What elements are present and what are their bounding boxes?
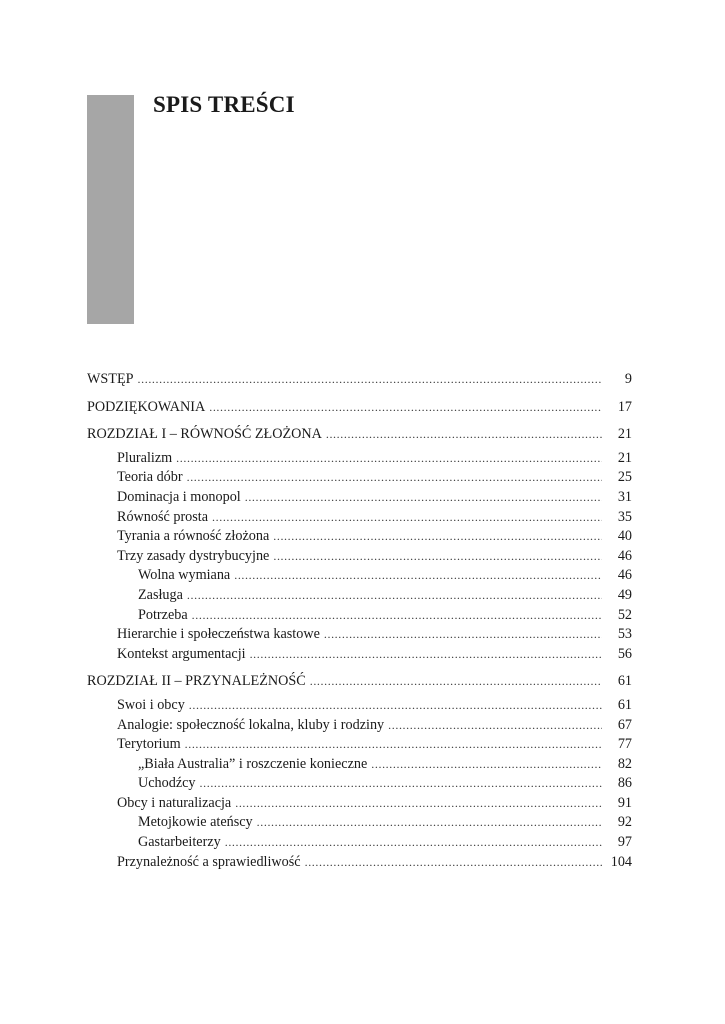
toc-entry-label: Terytorium [117,736,181,753]
toc-dot-leader [273,527,602,547]
toc-entry [87,672,632,692]
toc-entry [87,645,632,665]
toc-entry-page-number: 17 [617,398,632,415]
toc-entry-label: Przynależność a sprawiedliwość [117,853,301,870]
toc-dot-leader [310,672,602,692]
toc-entry-page-number: 104 [610,853,632,870]
toc-dot-leader [250,645,602,665]
toc-entry-label: ROZDZIAŁ II – PRZYNALEŻNOŚĆ [87,673,306,690]
toc-entry-label: Kontekst argumentacji [117,645,246,662]
toc-entry [87,774,632,794]
toc-dot-leader [212,508,602,528]
toc-entry-page-number: 92 [617,814,632,831]
toc-entry [87,566,632,586]
toc-entry-page-number: 25 [617,469,632,486]
toc-entry [87,370,632,390]
toc-entry-page-number: 46 [617,547,632,564]
toc-dot-leader [200,774,602,794]
toc-entry-label: Gastarbeiterzy [138,834,221,851]
toc-entry-page-number: 35 [617,508,632,525]
toc-entry-page-number: 91 [617,794,632,811]
toc-dot-leader [185,735,602,755]
toc-entry-page-number: 86 [617,775,632,792]
table-of-contents [87,370,632,872]
toc-entry-page-number: 52 [617,606,632,623]
toc-dot-leader [257,813,602,833]
toc-entry [87,449,632,469]
toc-entry [87,735,632,755]
toc-entry [87,488,632,508]
toc-entry-label: Tyrania a równość złożona [117,528,270,545]
toc-entry [87,547,632,567]
toc-entry [87,853,632,873]
toc-entry [87,794,632,814]
toc-entry-label: Uchodźcy [138,775,196,792]
toc-entry-page-number: 61 [617,673,632,690]
toc-entry-label: Pluralizm [117,449,173,466]
toc-dot-leader [187,586,602,606]
toc-entry [87,755,632,775]
toc-dot-leader [324,625,602,645]
toc-entry-label: Równość prosta [117,508,209,525]
toc-entry [87,813,632,833]
toc-entry-label: Dominacja i monopol [117,488,241,505]
toc-dot-leader [189,696,602,716]
toc-entry-label: Hierarchie i społeczeństwa kastowe [117,626,320,643]
toc-entry-page-number: 21 [617,449,632,466]
toc-dot-leader [176,449,602,469]
toc-entry-page-number: 49 [617,586,632,603]
toc-entry-page-number: 40 [617,528,632,545]
toc-entry-label: „Biała Australia” i roszczenie konieczne [138,755,368,772]
toc-entry [87,716,632,736]
toc-entry-page-number: 77 [617,736,632,753]
toc-entry [87,425,632,445]
toc-entry-page-number: 82 [617,755,632,772]
toc-entry-label: Obcy i naturalizacja [117,794,232,811]
toc-entry [87,586,632,606]
toc-entry [87,468,632,488]
toc-dot-leader [187,468,602,488]
toc-dot-leader [234,566,602,586]
toc-entry-page-number: 53 [617,626,632,643]
toc-dot-leader [225,833,602,853]
toc-entry-label: Trzy zasady dystrybucyjne [117,547,270,564]
toc-entry-page-number: 97 [617,834,632,851]
toc-entry-page-number: 9 [624,371,632,387]
toc-entry [87,833,632,853]
toc-entry-page-number: 67 [617,716,632,733]
page-title: SPIS TREŚCI [153,92,295,117]
toc-entry-page-number: 31 [617,488,632,505]
toc-entry-label: PODZIĘKOWANIA [87,398,206,415]
toc-entry [87,625,632,645]
toc-dot-leader [235,794,602,814]
toc-entry [87,527,632,547]
toc-dot-leader [245,488,602,508]
toc-entry-label: Swoi i obcy [117,696,185,713]
toc-dot-leader [305,853,602,873]
toc-dot-leader [371,755,602,775]
toc-entry-label: Teoria dóbr [117,469,183,486]
toc-entry-label: Metojkowie ateńscy [138,814,253,831]
toc-dot-leader [388,716,602,736]
toc-entry-page-number: 61 [617,696,632,713]
toc-entry-label: Analogie: społeczność lokalna, kluby i rodziny [117,716,385,733]
toc-dot-leader [273,547,602,567]
toc-entry-label: Wolna wymiana [138,567,231,584]
toc-entry [87,696,632,716]
toc-entry [87,508,632,528]
toc-entry-label: Zasługa [138,586,183,603]
toc-entry-label: ROZDZIAŁ I – RÓWNOŚĆ ZŁOŻONA [87,426,322,443]
toc-entry-page-number: 56 [617,645,632,662]
toc-dot-leader [138,370,602,390]
toc-dot-leader [192,606,602,626]
toc-entry [87,606,632,626]
toc-entry-page-number: 21 [617,426,632,443]
toc-entry-page-number: 46 [617,567,632,584]
toc-entry-label: WSTĘP [87,371,134,387]
decorative-grey-bar [87,95,134,324]
toc-entry [87,398,632,418]
toc-entry-label: Potrzeba [138,606,188,623]
toc-dot-leader [209,398,602,418]
toc-dot-leader [326,425,602,445]
